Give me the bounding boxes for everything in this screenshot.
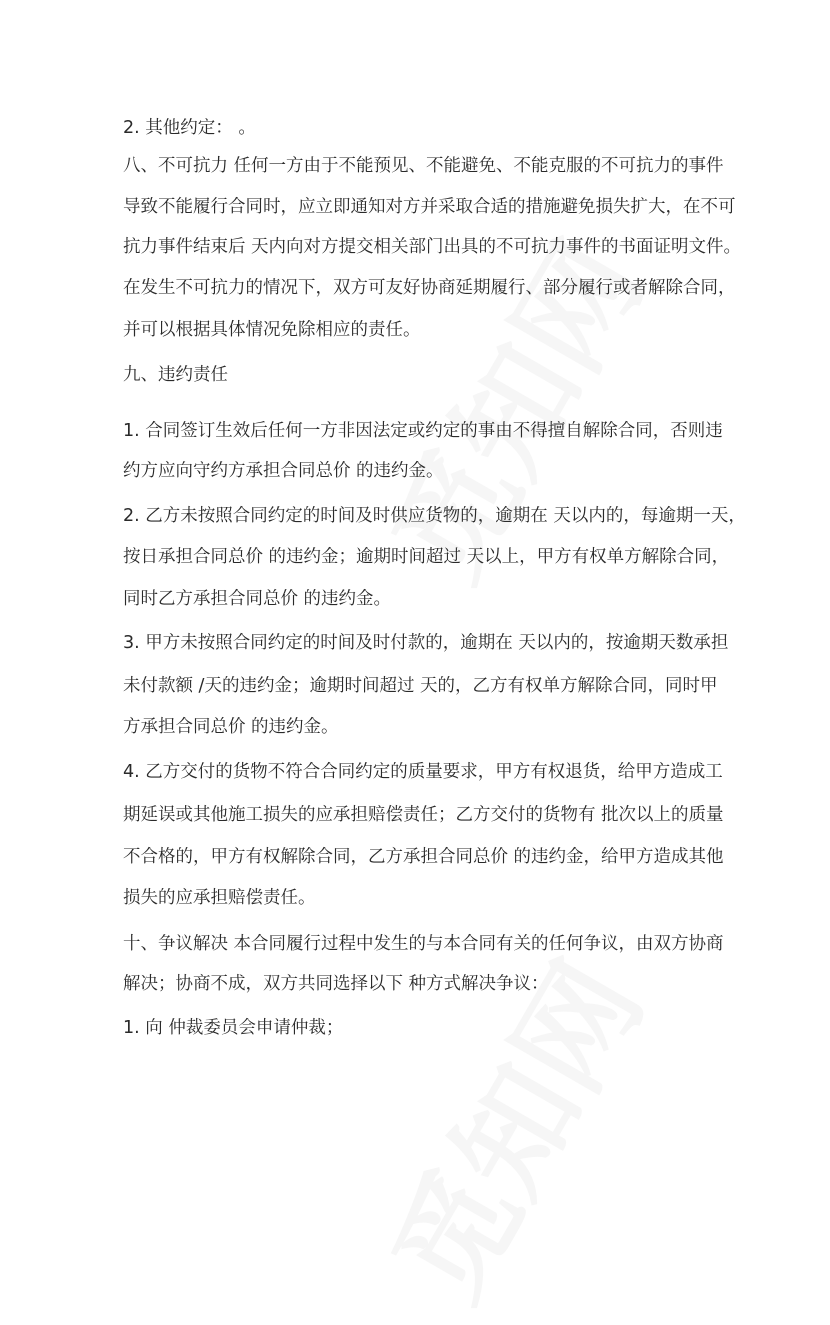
paragraph-line: 4. 乙方交付的货物不符合合同约定的质量要求，甲方有权退货，给甲方造成工	[123, 762, 723, 782]
paragraph-line: 解决；协商不成，双方共同选择以下 种方式解决争议：	[123, 974, 549, 994]
paragraph-line: 在发生不可抗力的情况下，双方可友好协商延期履行、部分履行或者解除合同，	[123, 278, 736, 298]
section-heading-force-majeure: 八、不可抗力 任何一方由于不能预见、不能避免、不能克服的不可抗力的事件	[123, 156, 724, 176]
paragraph-line: 并可以根据具体情况免除相应的责任。	[123, 320, 421, 340]
section-heading-dispute: 十、争议解决 本合同履行过程中发生的与本合同有关的任何争议，由双方协商	[123, 934, 724, 954]
section-heading-breach: 九、违约责任	[123, 365, 228, 385]
paragraph-line: 同时乙方承担合同总价 的违约金。	[123, 589, 392, 609]
paragraph-line: 导致不能履行合同时，应立即通知对方并采取合适的措施避免损失扩大，在不可	[123, 197, 736, 217]
paragraph-line: 抗力事件结束后 天内向对方提交相关部门出具的不可抗力事件的书面证明文件。	[123, 237, 742, 257]
paragraph-line: 1. 向 仲裁委员会申请仲裁；	[123, 1018, 344, 1038]
paragraph-line: 未付款额 /天的违约金；逾期时间超过 天的，乙方有权单方解除合同，同时甲	[123, 676, 718, 696]
paragraph-line: 不合格的，甲方有权解除合同，乙方承担合同总价 的违约金，给甲方造成其他	[123, 847, 724, 867]
paragraph-line: 约方应向守约方承担合同总价 的违约金。	[123, 461, 444, 481]
paragraph-line: 2. 其他约定： 。	[123, 118, 256, 138]
paragraph-line: 方承担合同总价 的违约金。	[123, 717, 339, 737]
paragraph-line: 2. 乙方未按照合同约定的时间及时供应货物的，逾期在 天以内的，每逾期一天，	[123, 506, 746, 526]
paragraph-line: 损失的应承担赔偿责任。	[123, 888, 316, 908]
paragraph-line: 3. 甲方未按照合同约定的时间及时付款的，逾期在 天以内的，按逾期天数承担	[123, 633, 729, 653]
paragraph-line: 按日承担合同总价 的违约金；逾期时间超过 天以上，甲方有权单方解除合同，	[123, 547, 730, 567]
paragraph-line: 期延误或其他施工损失的应承担赔偿责任；乙方交付的货物有 批次以上的质量	[123, 805, 724, 825]
paragraph-line: 1. 合同签订生效后任何一方非因法定或约定的事由不得擅自解除合同，否则违	[123, 421, 723, 441]
